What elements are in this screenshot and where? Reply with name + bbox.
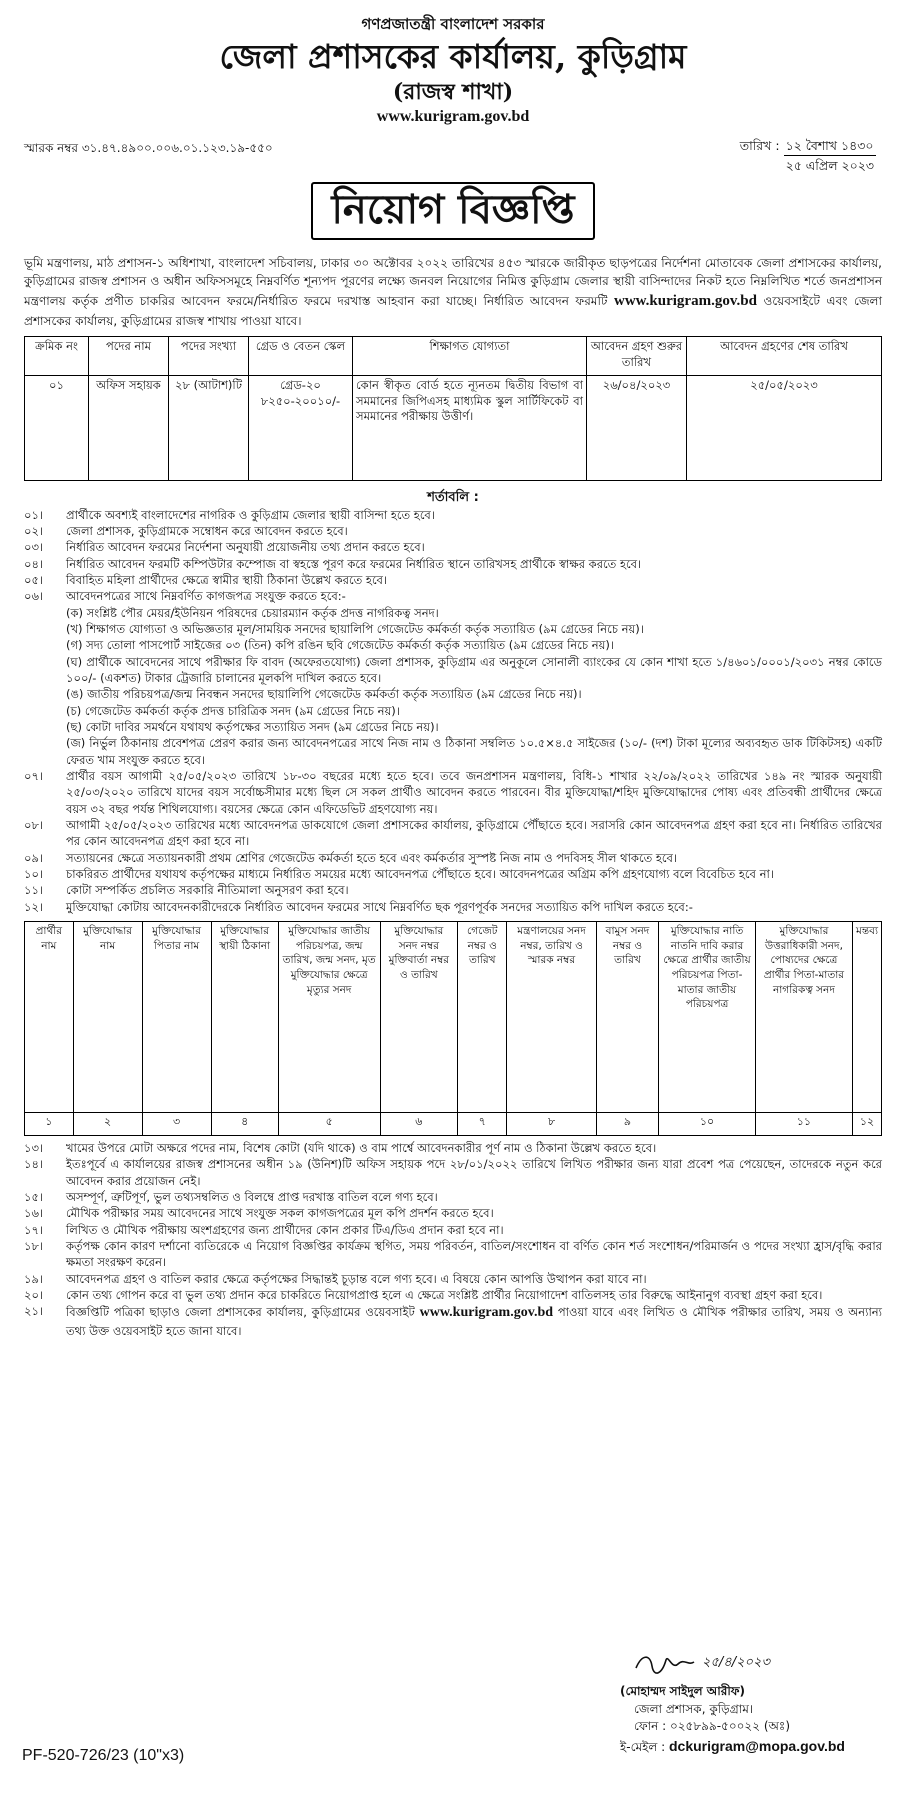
ff-header: মুক্তিযোদ্ধার স্থায়ী ঠিকানা (211, 921, 278, 1112)
email-label: ই-মেইল : (620, 1739, 666, 1754)
header-qualification: শিক্ষাগত যোগ্যতা (353, 337, 587, 376)
condition-item: ১৭। লিখিত ও মৌখিক পরীক্ষায় অংশগ্রহণের জন্য প্রার্থীদের কোন প্রকার টিএ/ডিএ প্রদান করা হবে না। (24, 1222, 504, 1237)
table-row: ১ ২ ৩ ৪ ৫ ৬ ৭ ৮ ৯ ১০ ১১ ১২ (25, 1112, 882, 1135)
signature-icon (632, 1644, 782, 1678)
sub-item: (ঙ) জাতীয় পরিচয়পত্র/জন্ম নিবন্ধন সনদের ছায়ালিপি গেজেটেড কর্মকর্তা কর্তৃক সত্যায়িত (৯ম গ্রেডের নিচে নয়)। (66, 687, 582, 702)
header-start-date: আবেদন গ্রহণ শুরুর তারিখ (587, 337, 687, 376)
publication-code: PF-520-726/23 (10"x3) (22, 1747, 185, 1764)
signature-block (620, 1644, 860, 1756)
intro-paragraph (24, 254, 882, 331)
sub-item: (চ) গেজেটেড কর্মকর্তা কর্তৃক প্রদত্ত চারিত্রিক সনদ (৯ম গ্রেডের নিচে নয়)। (66, 703, 400, 718)
condition-item: ১৮। কর্তৃপক্ষ কোন কারণ দর্শানো ব্যতিরেকে এ নিয়োগ বিজ্ঞপ্তির কার্যক্রম স্থগিত, সময় পরিবর্তন, বাতিল/সংশোধন বা বর্ণিত কোন শর্ত সংশোধন/পরিমার্জন ও পদের সংখ্যা হ্রাস/বৃদ্ধি করার ক্ষমতা সংরক্ষণ করেন। (24, 1238, 882, 1270)
signatory-phone: ফোন : ০২৫৮৯৯-৫০০২২ (অঃ) (634, 1719, 790, 1734)
sub-item: (জ) নির্ভুল ঠিকানায় প্রবেশপত্র প্রেরণ করার জন্য আবেদনপত্রের সাথে নিজ নাম ও ঠিকানা সম্বলিত ১০.৫×৪.৫ সাইজের (১০/- (দশ) টাকা মূল্যের অব্যবহৃত ডাক টিকিটসহ) একটি ফেরত খাম সংযুক্ত করতে হবে। (66, 736, 882, 767)
government-name: গণপ্রজাতন্ত্রী বাংলাদেশ সরকার (361, 15, 545, 33)
ff-header: মুক্তিযোদ্ধার সনদ নম্বর মুক্তিবার্তা নম্বর ও তারিখ (380, 921, 458, 1112)
condition-item: ০৯। সত্যায়নের ক্ষেত্রে সত্যায়নকারী প্রথম শ্রেণির গেজেটেড কর্মকর্তা হতে হবে এবং কর্মকর্তার সুস্পষ্ট নিজ নাম ও পদবিসহ সীল থাকতে হবে। (24, 850, 678, 865)
signatory-email-row (620, 1736, 860, 1756)
ff-header: মন্ত্রণালয়ের সনদ নম্বর, তারিখ ও স্মারক নম্বর (507, 921, 596, 1112)
header-website[interactable]: www.kurigram.gov.bd (376, 108, 530, 126)
post-table-header (25, 337, 882, 376)
condition-item: ২০। কোন তথ্য গোপন করে বা ভুল তথ্য প্রদান করে চাকরিতে নিয়োগপ্রাপ্ত হলে এ ক্ষেত্রে সংশ্লিষ্ট প্রার্থীর নিয়োগাদেশ বাতিলসহ তার বিরুদ্ধে আইনানুগ ব্যবস্থা গ্রহণ করা হবে। (24, 1287, 823, 1302)
conditions-heading: শর্তাবলি : (427, 490, 479, 506)
condition-item: ১২। মুক্তিযোদ্ধা কোটায় আবেদনকারীদেরকে নির্ধারিত আবেদন ফরমের সাথে নিম্নবর্ণিত ছক পূরণপূর্বক সনদের সত্যায়িত কপি দাখিল করতে হবে:- (24, 899, 693, 914)
condition-website[interactable]: www.kurigram.gov.bd (419, 1305, 554, 1321)
cell-post-count: ২৮ (আটাশ)টি (169, 376, 249, 481)
date-bangla: ১২ বৈশাখ ১৪৩০ (784, 138, 876, 156)
header-post-count: পদের সংখ্যা (169, 337, 249, 376)
cell-serial: ০১ (25, 376, 89, 481)
cell-end-date: ২৫/০৫/২০২৩ (687, 376, 882, 481)
post-table (24, 336, 882, 481)
memo-number: স্মারক নম্বর ৩১.৪৭.৪৯০০.০০৬.০১.১২৩.১৯-৫৫০ (24, 140, 273, 155)
ff-header: মুক্তিযোদ্ধার নাতি নাতনি দাবি করার ক্ষেত্রে প্রার্থীর জাতীয় পরিচয়পত্র পিতা-মাতার জাতীয় পরিচয়পত্র (659, 921, 756, 1112)
header-end-date: আবেদন গ্রহণের শেষ তারিখ (687, 337, 882, 376)
ff-header: মুক্তিযোদ্ধার পিতার নাম (142, 921, 211, 1112)
cell-start-date: ২৬/০৪/২০২৩ (587, 376, 687, 481)
notice-title: নিয়োগ বিজ্ঞপ্তি (311, 182, 594, 240)
header-serial: ক্রমিক নং (25, 337, 89, 376)
condition-item: ০৫। বিবাহিত মহিলা প্রার্থীদের ক্ষেত্রে স্বামীর স্থায়ী ঠিকানা উল্লেখ করতে হবে। (24, 573, 388, 588)
office-name: জেলা প্রশাসকের কার্যালয়, কুড়িগ্রাম (219, 37, 687, 77)
condition-item: ০৩। নির্ধারিত আবেদন ফরমের নির্দেশনা অনুযায়ী প্রয়োজনীয় তথ্য প্রদান করতে হবে। (24, 540, 425, 555)
ff-header: গেজেট নম্বর ও তারিখ (458, 921, 507, 1112)
table-row (25, 376, 882, 481)
sub-item: (খ) শিক্ষাগত যোগ্যতা ও অভিজ্ঞতার মূল/সাময়িক সনদের ছায়ালিপি গেজেটেড কর্মকর্তা কর্তৃক সত্যায়িত (৯ম গ্রেডের নিচে নয়)। (66, 622, 644, 637)
sub-item: (গ) সদ্য তোলা পাসপোর্ট সাইজের ০৩ (তিন) কপি রঙিন ছবি গেজেটেড কর্মকর্তা কর্তৃক সত্যায়িত (৯ম গ্রেডের নিচে নয়)। (66, 638, 614, 653)
sub-item: (ক) সংশ্লিষ্ট পৌর মেয়র/ইউনিয়ন পরিষদের চেয়ারম্যান কর্তৃক প্রদত্ত নাগরিকত্ব সনদ। (66, 605, 439, 620)
header-grade: গ্রেড ও বেতন স্কেল (249, 337, 353, 376)
condition-item: ০৮। আগামী ২৫/০৫/২০২৩ তারিখের মধ্যে আবেদনপত্র ডাকযোগে জেলা প্রশাসকের কার্যালয়, কুড়িগ্রামে পৌঁছাতে হবে। সরাসরি কোন আবেদনপত্র গ্রহণ করা হবে না। নির্ধারিত তারিখের পর কোন আবেদনপত্র গ্রহণ করা হবে না। (24, 817, 882, 849)
freedom-table-header (25, 921, 882, 1112)
signature-date: ২৫/৪/২০২৩ (702, 1655, 770, 1670)
cell-grade: গ্রেড-২০ ৮২৫০-২০০১০/- (249, 376, 353, 481)
signatory-name: (মোহাম্মদ সাইদুল আরীফ) (620, 1684, 746, 1699)
condition-item: ১৯। আবেদনপত্র গ্রহণ ও বাতিল করার ক্ষেত্রে কর্তৃপক্ষের সিদ্ধান্তই চূড়ান্ত বলে গণ্য হবে। এ বিষয়ে কোন আপত্তি উত্থাপন করা যাবে না। (24, 1271, 647, 1286)
conditions-list-c (24, 1140, 882, 1339)
sub-item: (ছ) কোটা দাবির সমর্থনে যথাযথ কর্তৃপক্ষের সত্যায়িত সনদ (৯ম গ্রেডের নিচে নয়)। (66, 720, 439, 734)
condition-item: ১৪। ইতঃপূর্বে এ কার্যালয়ের রাজস্ব প্রশাসনের অধীন ১৯ (উনিশ)টি অফিস সহায়ক পদে ২৮/০১/২০২২ তারিখে লিখিত পরীক্ষার জন্য যারা প্রবেশ পত্র পেয়েছেন, তাদেরকে নতুন করে আবেদন করার প্রয়োজন নেই। (24, 1157, 882, 1188)
signatory-email[interactable]: dckurigram@mopa.gov.bd (668, 1737, 845, 1754)
intro-website[interactable]: www.kurigram.gov.bd (613, 292, 757, 309)
condition-item: ০৪। নির্ধারিত আবেদন ফরমটি কম্পিউটার কম্পোজ বা স্বহস্তে পূরণ করে ফরমের নির্ধারিত স্থানে তারিখসহ প্রার্থীকে স্বাক্ষর করতে হবে। (24, 556, 642, 571)
intro-text-before: ভূমি মন্ত্রণালয়, মাঠ প্রশাসন-১ অধিশাখা, বাংলাদেশ সচিবালয়, ঢাকার ৩০ অক্টোবর ২০২২ তারিখের ৪৫৩ স্মারকে জারীকৃত ছাড়পত্রের নির্দেশনা মোতাবেক জেলা প্রশাসকের কার্যালয়, কুড়িগ্রামের রাজস্ব প্রশাসন ও অধীন অফিসসমূহে নিম্নবর্ণিত শূন্যপদ পূরণের লক্ষ্যে জনবল নিয়োগের নিমিত্ত কুড়িগ্রাম জেলার স্থায়ী বাসিন্দাদের নিকট হতে নিম্নলিখিত শর্তে জনপ্রশাসন মন্ত্রণালয় কর্তৃক প্রণীত চাকরির আবেদন ফরমে/নির্ধারিত ফরমে দরখাস্ত আহবান করা যাচ্ছে। নির্ধারিত আবেদন ফরমটি (24, 255, 882, 308)
memo-row (24, 136, 882, 184)
condition-item-documents: ০৬। আবেদনপত্রের সাথে নিম্নবর্ণিত কাগজপত্র সংযুক্ত করতে হবে:- (ক) সংশ্লিষ্ট পৌর মেয়র/ইউনিয়ন পরিষদের চেয়ারম্যান কর্তৃক প্রদত্ত নাগরিকত্ব সনদ। (খ) শিক্ষাগত যোগ্যতা ও অভিজ্ঞতার মূল/সাময়িক সনদের ছায়ালিপি গেজেটেড কর্মকর্তা কর্তৃক সত্যায়িত (৯ম গ্রেডের নিচে নয়)। (গ) সদ্য তোলা পাসপোর্ট সাইজের ০৩ (তিন) কপি রঙিন ছবি গেজেটেড কর্মকর্তা কর্তৃক সত্যায়িত (৯ম গ্রেডের নিচে নয়)। (ঘ) প্রার্থীকে আবেদনের সাথে পরীক্ষার ফি বাবদ (অফেরতযোগ্য) জেলা প্রশাসক, কুড়িগ্রাম এর অনুকূলে সোনালী ব্যাংকের যে কোন শাখা হতে ১/৪৬০১/০০০১/২০৩১ নম্বর কোডে ১০০/- (একশত) টাকার ট্রেজারি চালানের মূলকপি দাখিল করতে হবে। (ঙ) জাতীয় পরিচয়পত্র/জন্ম নিবন্ধন সনদের ছায়ালিপি গেজেটেড কর্মকর্তা কর্তৃক সত্যায়িত (৯ম গ্রেডের নিচে নয়)। (চ) গেজেটেড কর্মকর্তা কর্তৃক প্রদত্ত চারিত্রিক সনদ (৯ম গ্রেডের নিচে নয়)। (ছ) কোটা দাবির সমর্থনে যথাযথ কর্তৃপক্ষের সত্যায়িত সনদ (৯ম গ্রেডের নিচে নয়)। (জ) নির্ভুল ঠিকানায় প্রবেশপত্র প্রেরণ করার জন্য আবেদনপত্রের সাথে নিজ নাম ও ঠিকানা সম্বলিত ১০.৫×৪.৫ সাইজের (১০/- (দশ) টাকা মূল্যের অব্যবহৃত ডাক টিকিটসহ) একটি ফেরত খাম সংযুক্ত করতে হবে। (24, 589, 882, 767)
condition-item: ১৫। অসম্পূর্ণ, ত্রুটিপূর্ণ, ভুল তথ্যসম্বলিত ও বিলম্বে প্রাপ্ত দরখাস্ত বাতিল বলে গণ্য হবে। (24, 1189, 438, 1204)
date-label: তারিখ : (739, 137, 780, 153)
condition-item-website: ২১। বিজ্ঞপ্তিটি পত্রিকা ছাড়াও জেলা প্রশাসকের কার্যালয়, কুড়িগ্রামের ওয়েবসাইট www.kurigram.gov.bd পাওয়া যাবে এবং লিখিত ও মৌখিক পরীক্ষার তারিখ, সময় ও অন্যান্য তথ্য উক্ত ওয়েবসাইট হতে জানা যাবে। (24, 1304, 883, 1339)
freedom-fighter-table (24, 921, 882, 1136)
conditions-list-a (24, 507, 882, 589)
ff-header: প্রার্থীর নাম (25, 921, 74, 1112)
cell-post-name: অফিস সহায়ক (89, 376, 169, 481)
condition-item: ১০। চাকরিরত প্রার্থীদের যথাযথ কর্তৃপক্ষের মাধ্যমে নির্ধারিত সময়ের মধ্যে আবেদনপত্র পৌঁছাতে হবে। আবেদনপত্রের অগ্রিম কপি গ্রহণযোগ্য বলে বিবেচিত হবে না। (24, 866, 774, 881)
conditions-list-b (24, 768, 882, 915)
signatory-designation: জেলা প্রশাসক, কুড়িগ্রাম। (634, 1701, 754, 1716)
header-post-name: পদের নাম (89, 337, 169, 376)
ff-header: মুক্তিযোদ্ধার জাতীয় পরিচয়পত্র, জন্ম তারিখ, জন্ম সনদ, মৃত মুক্তিযোদ্ধার ক্ষেত্রে মৃত্যুর সনদ (278, 921, 380, 1112)
ff-header: মুক্তিযোদ্ধার উত্তরাধিকারী সনদ, পোষ্যদের ক্ষেত্রে প্রার্থীর পিতা-মাতার নাগরিকত্ব সনদ (755, 921, 852, 1112)
sub-item: (ঘ) প্রার্থীকে আবেদনের সাথে পরীক্ষার ফি বাবদ (অফেরতযোগ্য) জেলা প্রশাসক, কুড়িগ্রাম এর অনুকূলে সোনালী ব্যাংকের যে কোন শাখা হতে ১/৪৬০১/০০০১/২০৩১ নম্বর কোডে ১০০/- (একশত) টাকার ট্রেজারি চালানের মূলকপি দাখিল করতে হবে। (66, 654, 882, 686)
ff-header: বামুস সনদ নম্বর ও তারিখ (596, 921, 658, 1112)
branch-name: (রাজস্ব শাখা) (392, 78, 514, 105)
condition-item: ১৩। খামের উপরে মোটা অক্ষরে পদের নাম, বিশেষ কোটা (যদি থাকে) ও বাম পার্শ্বে আবেদনকারীর পূর্ণ নাম ও ঠিকানা উল্লেখ করতে হবে। (24, 1140, 657, 1155)
condition-text: আবেদনপত্রের সাথে নিম্নবর্ণিত কাগজপত্র সংযুক্ত করতে হবে:- (66, 589, 346, 604)
intro-text-after: ওয়েবসাইটে এবং জেলা প্রশাসকের কার্যালয়, কুড়িগ্রামের রাজস্ব শাখায় পাওয়া যাবে। (24, 293, 882, 329)
condition-item: ০২। জেলা প্রশাসক, কুড়িগ্রামকে সম্বোধন করে আবেদন করতে হবে। (24, 524, 348, 539)
condition-item: ০৭। প্রার্থীর বয়স আগামী ২৫/০৫/২০২৩ তারিখে ১৮-৩০ বছরের মধ্যে হতে হবে। তবে জনপ্রশাসন মন্ত্রণালয়, বিধি-১ শাখার ২২/০৯/২০২২ তারিখের ১৪৯ নং স্মারক অনুযায়ী ২৫/০৩/২০২০ তারিখে যাদের বয়স সর্বোচ্চসীমার মধ্যে ছিল সে সকল প্রার্থীও আবেদন করতে পারবেন। বীর মুক্তিযোদ্ধা/শহিদ মুক্তিযোদ্ধাদের পোষ্য এবং প্রতিবন্ধী প্রার্থীদের ক্ষেত্রে বয়স ৩২ বছর পর্যন্ত শিথিলযোগ্য। বয়সের ক্ষেত্রে কোন এফিডেভিট গ্রহণযোগ্য নয়। (24, 768, 882, 816)
memo-date (736, 136, 878, 177)
ff-header: মন্তব্য (853, 921, 882, 1112)
ff-header: মুক্তিযোদ্ধার নাম (73, 921, 142, 1112)
condition-item: ০১। প্রার্থীকে অবশ্যই বাংলাদেশের নাগরিক ও কুড়িগ্রাম জেলার স্থায়ী বাসিন্দা হতে হবে। (24, 507, 435, 522)
condition-item: ১৬। মৌখিক পরীক্ষার সময় আবেদনের সাথে সংযুক্ত সকল কাগজপত্রের মূল কপি প্রদর্শন করতে হবে। (24, 1206, 494, 1221)
cell-qualification: কোন স্বীকৃত বোর্ড হতে ন্যূনতম দ্বিতীয় বিভাগ বা সমমানের জিপিএসহ মাধ্যমিক স্কুল সার্টিফিকেট বা সমমানের পরীক্ষায় উত্তীর্ণ। (353, 376, 587, 481)
condition-item: ১১। কোটা সম্পর্কিত প্রচলিত সরকারি নীতিমালা অনুসরণ করা হবে। (24, 883, 349, 898)
date-english: ২৫ এপ্রিল ২০২৩ (785, 157, 874, 173)
